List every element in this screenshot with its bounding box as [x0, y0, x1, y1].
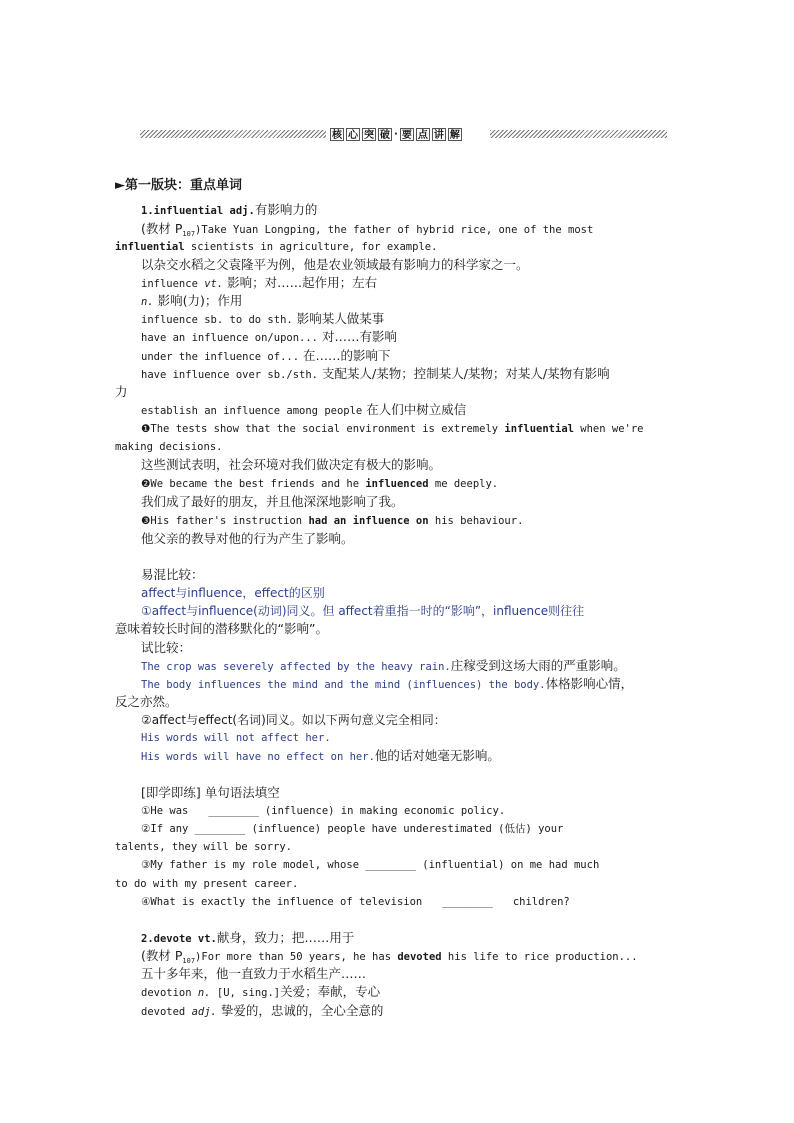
banner-char: 突 — [364, 129, 374, 141]
word2-example-cn: 五十多年来，他一直致力于水稻生产…… — [141, 966, 367, 981]
compare-example-2-cont: 反之亦然。 — [115, 694, 178, 709]
practice-q3: ③My father is my role model, whose ________ (influential) on me had much — [141, 859, 600, 871]
compare-subtitle: affect与influence，effect的区别 — [141, 586, 325, 600]
answer-blank[interactable]: ________ — [194, 823, 246, 835]
sentence-1: ❶The tests show that the social environment is extremely influential when we're — [141, 423, 644, 435]
practice-q2: ②If any ________ (influence) people have underestimated (低估) your — [141, 823, 564, 835]
compare-point-2: ②affect与effect(名词)同义。如以下两句意义完全相同： — [141, 713, 446, 727]
compare-example-2: The body influences the mind and the mind (influences) the body.体格影响心情， — [141, 676, 634, 691]
banner-hatch-left — [140, 130, 326, 138]
compare-try: 试比较： — [141, 640, 192, 655]
word1-example-line1: (教材 $P_{107})Take$ Yuan Longping, the father of hybrid rice, one of the most — [141, 221, 594, 239]
word1-def-verb: influence vt. 影响；对……起作用；左右 — [141, 275, 378, 290]
phrase-3: under the influence of... 在……的影响下 — [141, 348, 391, 363]
word1-title — [141, 203, 317, 218]
banner-char: 心 — [348, 129, 358, 141]
phrase-5: establish an influence among people 在人们中树立威信 — [141, 402, 467, 417]
answer-blank[interactable]: ________ — [208, 805, 259, 817]
word2-example: (教材 $P_{107})For$ more than 50 years, he has devoted his life to rice production... — [141, 948, 638, 966]
sentence-2: ❷We became the best friends and he influenced me deeply. — [141, 478, 499, 490]
word1-example-cn: 以杂交水稻之父袁隆平为例，他是农业领域最有影响力的科学家之一。 — [141, 257, 529, 272]
banner-dot: · — [394, 128, 398, 140]
banner-char: 要 — [401, 129, 412, 141]
word1-def-noun: n. 影响(力)；作用 — [141, 293, 243, 308]
compare-example-3: His words will not affect her. — [141, 732, 331, 744]
banner-hatch-right — [490, 130, 667, 138]
phrase-4: have influence over sb./sth. 支配某人/某物；控制某人/某物；对某人/某物有影响 — [141, 366, 610, 381]
banner-char: 点 — [417, 129, 428, 141]
sentence-3: ❸His father's instruction had an influence on his behaviour. — [141, 515, 524, 527]
word2-def-adj: devoted adj. 挚爱的，忠诚的，全心全意的 — [141, 1003, 384, 1018]
banner-char: 破 — [380, 129, 390, 141]
compare-title: 易混比较： — [141, 567, 204, 582]
section-heading: ►第一版块：重点单词 — [115, 178, 242, 193]
practice-q2-cont: talents, they will be sorry. — [115, 841, 293, 853]
compare-point-1-cont: 意味着较长时间的潜移默化的“影响”。 — [115, 621, 328, 636]
practice-title: [即学即练] 单句语法填空 — [141, 785, 280, 800]
practice-q1: ①He was ________ (influence) in making economic policy. — [141, 805, 506, 817]
practice-q3-cont: to do with my present career. — [115, 878, 299, 890]
practice-q4: ④What is exactly the influence of television ________ children? — [141, 896, 570, 908]
sentence-1-cn: 这些测试表明，社会环境对我们做决定有极大的影响。 — [141, 457, 442, 472]
word1-num: 1. — [141, 205, 154, 217]
section-banner — [140, 127, 667, 141]
banner-char: 解 — [449, 129, 460, 141]
compare-example-4: His words will have no effect on her.他的话对她毫无影响。 — [141, 748, 500, 763]
word2-title: 2.devote vt.献身，致力；把……用于 — [141, 930, 355, 945]
word2-def-noun: devotion n. [U, sing.]关爱；奉献，专心 — [141, 984, 381, 999]
word1-meaning: 有影响力的 — [254, 202, 318, 217]
sentence-1-cont: making decisions. — [115, 441, 223, 453]
compare-example-1: The crop was severely affected by the heavy rain.庄稼受到这场大雨的严重影响。 — [141, 658, 626, 673]
phrase-2: have an influence on/upon... 对……有影响 — [141, 329, 397, 344]
banner-char: 核 — [332, 129, 342, 141]
phrase-1: influence sb. to do sth. 影响某人做某事 — [141, 311, 385, 326]
answer-blank[interactable]: ________ — [442, 896, 493, 908]
word1-word: influential adj. — [153, 205, 255, 217]
banner-title — [330, 127, 464, 141]
compare-point-1: ①affect与influence(动词)同义。但 affect着重指一时的“影响”，influence则往往 — [141, 604, 585, 618]
sentence-2-cn: 我们成了最好的朋友，并且他深深地影响了我。 — [141, 494, 404, 509]
word1-example-line2: influential scientists in agriculture, for example. — [115, 241, 438, 253]
sentence-3-cn: 他父亲的教导对他的行为产生了影响。 — [141, 531, 354, 546]
answer-blank[interactable]: ________ — [365, 859, 416, 871]
banner-char: 讲 — [433, 129, 444, 141]
phrase-4-cont: 力 — [115, 384, 128, 399]
